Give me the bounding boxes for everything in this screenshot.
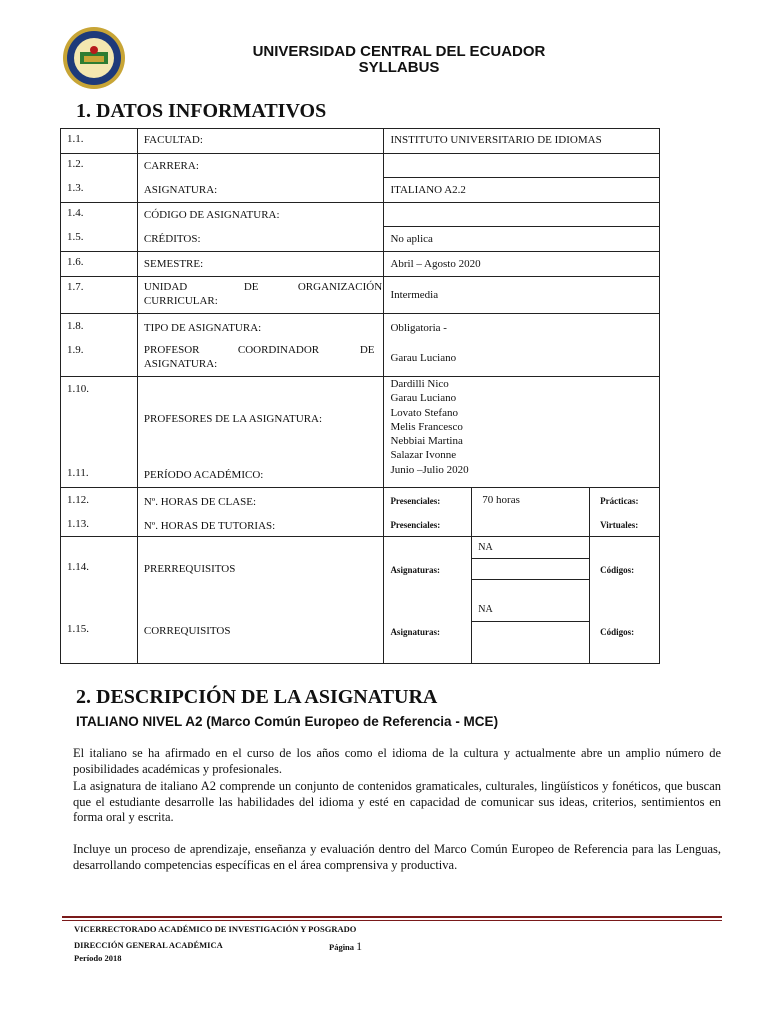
sublabel: Presenciales: <box>390 496 441 506</box>
row-label: DE <box>243 281 259 293</box>
list-item: Melis Francesco <box>390 420 463 433</box>
sublabel: Códigos: <box>600 565 635 575</box>
list-item: Nebbiai Martina <box>390 435 463 448</box>
row-label: UNIDAD <box>143 281 188 293</box>
row-label: DE <box>359 344 375 356</box>
list-item: Garau Luciano <box>390 392 457 405</box>
row-value: Garau Luciano <box>390 352 457 364</box>
row-num: 1.5. <box>67 231 84 243</box>
list-item: Junio –Julio 2020 <box>390 463 469 476</box>
page-label: Página <box>329 942 355 952</box>
row-label: PRERREQUISITOS <box>143 563 236 575</box>
row-label: PERÍODO ACADÉMICO: <box>143 469 264 481</box>
row-value: Obligatoria - <box>390 322 447 334</box>
sublabel: Prácticas: <box>600 496 639 506</box>
footer-page <box>329 939 362 954</box>
row-num: 1.14. <box>67 561 89 573</box>
row-label: FACULTAD: <box>143 134 203 146</box>
university-name: UNIVERSIDAD CENTRAL DEL ECUADOR <box>252 43 546 60</box>
row-label: CURRICULAR: <box>143 295 218 307</box>
prereq-value: NA <box>478 542 493 553</box>
row-value: INSTITUTO UNIVERSITARIO DE IDIOMAS <box>390 134 602 146</box>
row-label: PROFESORES DE LA ASIGNATURA: <box>143 413 323 425</box>
row-label: CÓDIGO DE ASIGNATURA: <box>143 209 280 221</box>
row-label: ASIGNATURA: <box>143 358 218 370</box>
row-num: 1.11. <box>67 467 89 479</box>
row-value: ITALIANO A2.2 <box>390 184 466 196</box>
row-label: COORDINADOR <box>237 344 320 356</box>
row-label: Nº. HORAS DE CLASE: <box>143 496 257 508</box>
row-num: 1.6. <box>67 256 84 268</box>
row-num: 1.2. <box>67 158 84 170</box>
page-number: 1 <box>356 939 363 953</box>
description-paragraph-3: Incluye un proceso de aprendizaje, enseñanza y evaluación dentro del Marco Común Europeo de Referencia para las Lenguas, desarrollando competencias específicas en el área comprensiva y productiva. <box>73 842 721 872</box>
row-label: ASIGNATURA: <box>143 184 218 196</box>
list-item: Lovato Stefano <box>390 406 458 419</box>
row-value: Intermedia <box>390 289 439 301</box>
row-value: No aplica <box>390 233 433 245</box>
row-label: CARRERA: <box>143 160 199 172</box>
list-item: Dardilli Nico <box>390 378 449 390</box>
row-num: 1.7. <box>67 281 84 293</box>
sublabel: Presenciales: <box>390 520 441 530</box>
row-label: Nº. HORAS DE TUTORIAS: <box>143 520 276 532</box>
section1-title: 1. DATOS INFORMATIVOS <box>76 100 327 122</box>
list-item: Salazar Ivonne <box>390 449 457 462</box>
description-paragraph-1: El italiano se ha afirmado en el curso de los años como el idioma de la cultura y actualmente abre un amplio número de posibilidades académicas y profesionales. <box>73 746 721 776</box>
footer-periodo: Período 2018 <box>74 953 122 963</box>
row-num: 1.15. <box>67 623 89 635</box>
footer-direccion: DIRECCIÓN GENERAL ACADÉMICA <box>74 940 223 950</box>
row-label: ORGANIZACIÓN <box>297 281 383 293</box>
row-num: 1.4. <box>67 207 84 219</box>
hours-value: 70 horas <box>482 494 520 506</box>
course-subtitle: ITALIANO NIVEL A2 (Marco Común Europeo de Referencia - MCE) <box>76 714 499 729</box>
row-label: CORREQUISITOS <box>143 625 231 637</box>
row-label: PROFESOR <box>143 344 200 356</box>
sublabel: Asignaturas: <box>390 627 440 637</box>
footer-rule <box>62 916 722 918</box>
row-num: 1.9. <box>67 344 84 356</box>
row-num: 1.12. <box>67 494 89 506</box>
sublabel: Asignaturas: <box>390 565 440 575</box>
row-num: 1.3. <box>67 182 84 194</box>
datos-informativos-table <box>60 128 660 664</box>
row-num: 1.13. <box>67 518 89 530</box>
row-value: Abril – Agosto 2020 <box>390 258 481 270</box>
description-paragraph-2: La asignatura de italiano A2 comprende un conjunto de contenidos gramaticales, culturales, lingüísticos y fonéticos, que buscan que el estudiante desarrolle las habilidades del idioma y esté en capacidad de comunicar sus ideas, criterios, sentimientos en forma oral y escrita. <box>73 779 721 824</box>
professors-list <box>390 377 468 477</box>
row-num: 1.1. <box>67 133 84 145</box>
coreq-value: NA <box>478 604 493 615</box>
document-type: SYLLABUS <box>358 59 440 76</box>
row-label: CRÉDITOS: <box>143 233 201 245</box>
sublabel: Códigos: <box>600 627 635 637</box>
footer-rule-thin <box>62 920 722 921</box>
row-label: TIPO DE ASIGNATURA: <box>143 322 262 334</box>
footer-vicerrectorado: VICERRECTORADO ACADÉMICO DE INVESTIGACIÓN Y POSGRADO <box>74 924 357 934</box>
row-num: 1.8. <box>67 320 84 332</box>
row-num: 1.10. <box>67 383 89 395</box>
section2-title: 2. DESCRIPCIÓN DE LA ASIGNATURA <box>76 686 438 708</box>
row-label: SEMESTRE: <box>143 258 204 270</box>
sublabel: Virtuales: <box>600 520 639 530</box>
